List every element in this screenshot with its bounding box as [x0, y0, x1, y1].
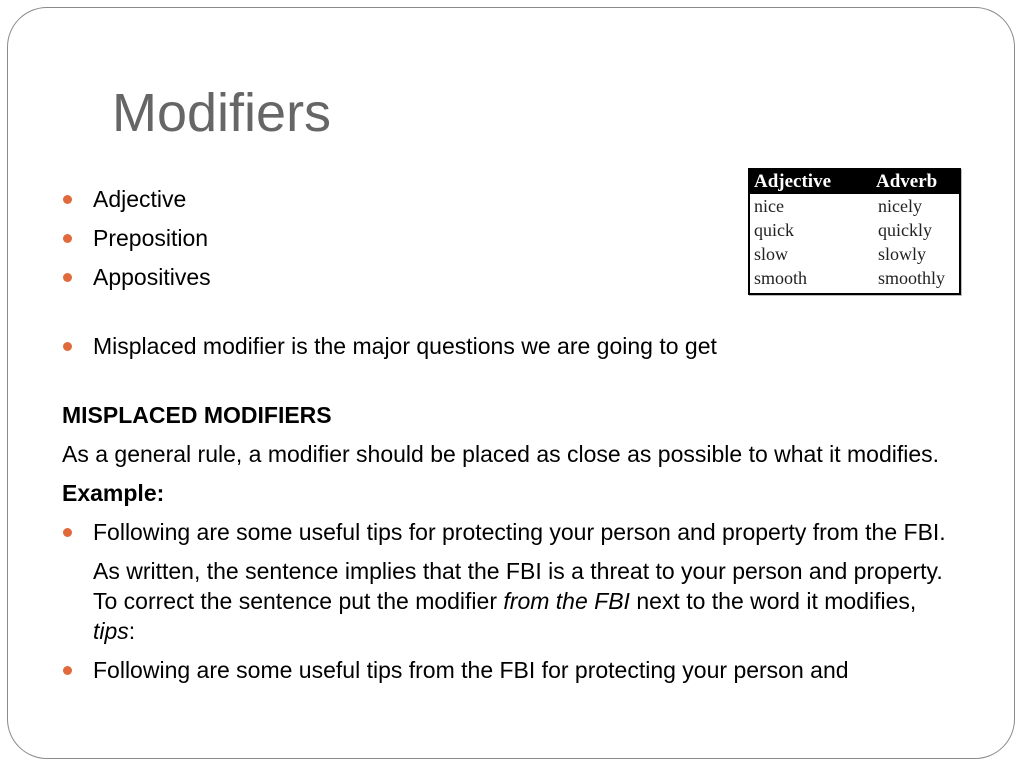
rule-text: As a general rule, a modifier should be placed as close as possible to what it modifies. [62, 441, 940, 467]
bullet-preposition: Preposition [62, 223, 962, 253]
explanation-paragraph [62, 556, 962, 646]
bullet-adjective: Adjective [62, 184, 962, 214]
header-adjective: Adjective [754, 171, 832, 192]
corrected-bullet: Following are some useful tips from the FBI for protecting your person and [62, 655, 962, 685]
table-cell: smooth [754, 268, 808, 288]
table-cell: slowly [878, 244, 927, 264]
explanation-italic: from the FBI [503, 588, 630, 614]
example-label: Example: [62, 480, 165, 506]
slide-title: Modifiers [112, 83, 332, 143]
table-cell: nicely [878, 196, 922, 216]
explanation-text: : [128, 618, 136, 644]
explanation-text: As written, the sentence implies that the FBI is a threat to your person and property. To correct the sentence put the modifier [93, 558, 943, 614]
table-cell: quickly [878, 220, 932, 240]
header-adverb: Adverb [876, 171, 938, 192]
explanation-text: next to the word it modifies, [629, 588, 917, 614]
section-heading: MISPLACED MODIFIERS [62, 402, 332, 428]
slide-body [62, 184, 962, 685]
table-cell: nice [754, 196, 784, 216]
table-cell: smoothly [878, 268, 946, 288]
table-cell: slow [754, 244, 789, 264]
bullet-misplaced-modifier: Misplaced modifier is the major questions we are going to get [62, 331, 962, 361]
example-bullet: Following are some useful tips for protecting your person and property from the FBI. [62, 517, 962, 547]
bullet-appositives: Appositives [62, 262, 962, 292]
explanation-italic: tips [93, 618, 129, 644]
table-cell: quick [754, 220, 794, 240]
